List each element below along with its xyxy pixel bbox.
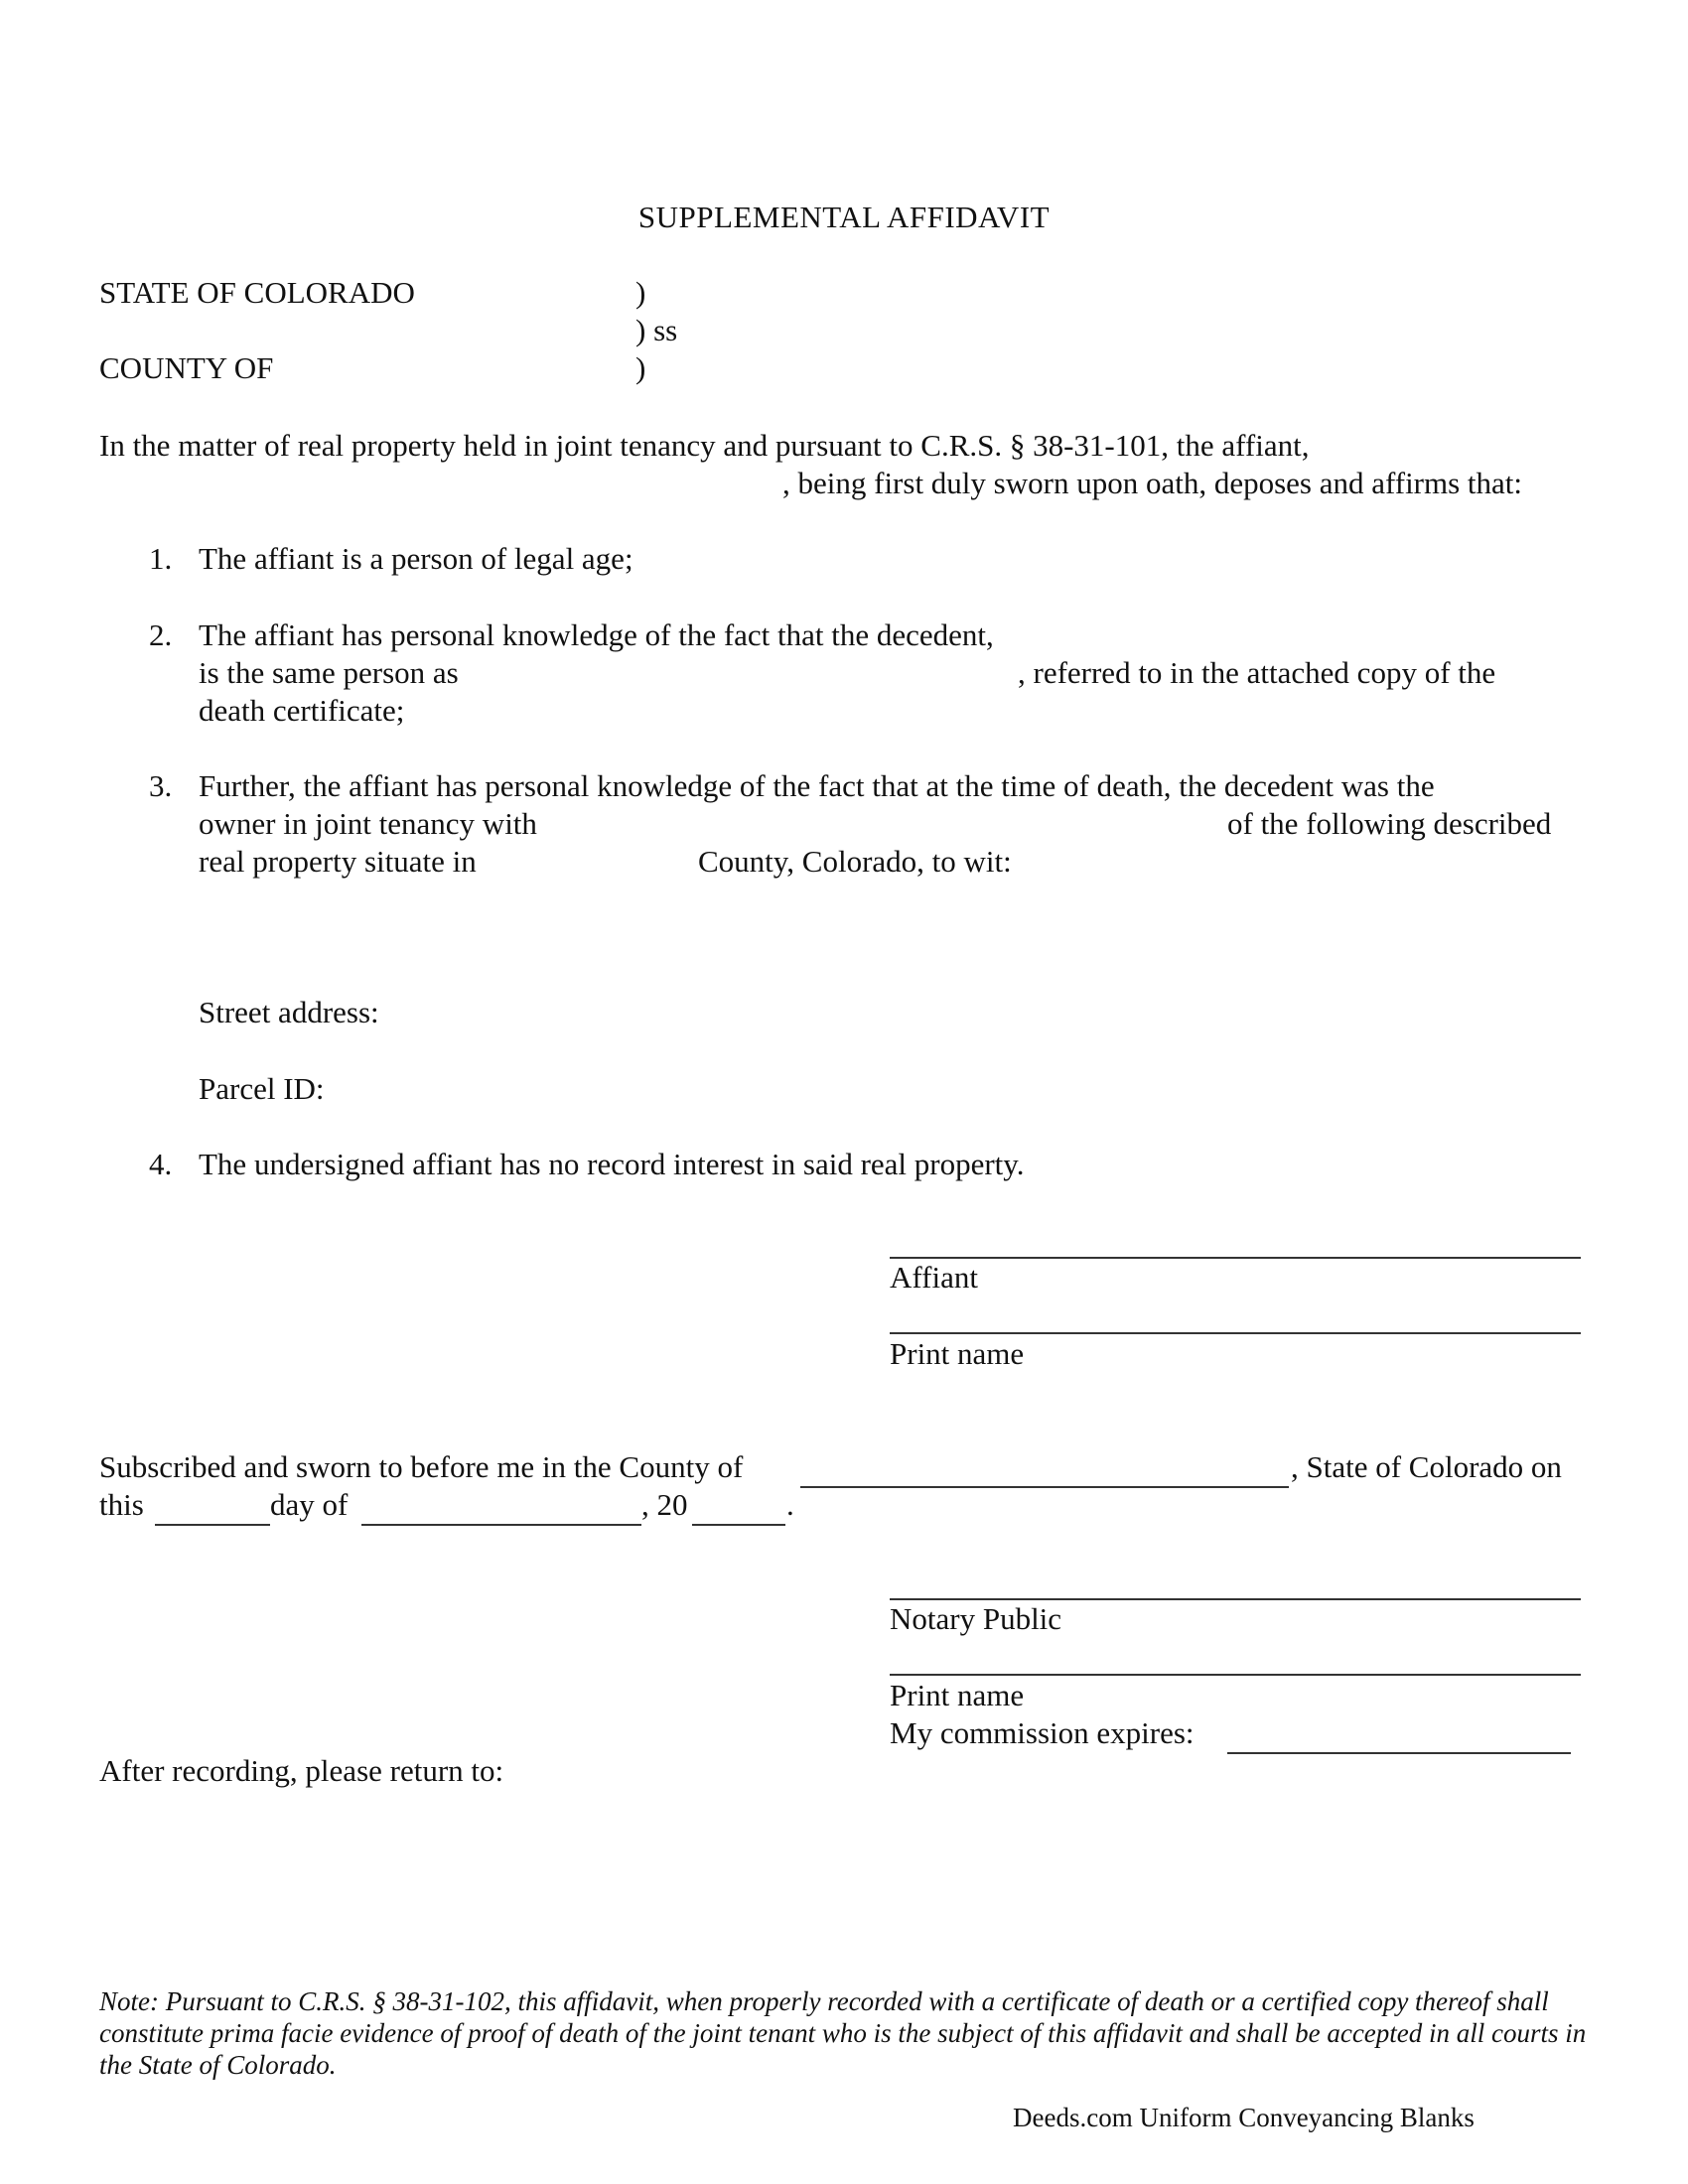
item-text: real property situate in xyxy=(199,844,477,879)
item-number: 3. xyxy=(149,768,173,803)
legal-note: Note: Pursuant to C.R.S. § 38-31-102, this affidavit, when properly recorded with a certificate of death or a certified copy thereof shall constitute prima facie evidence of proof of death of the joint tenant who is the subject of this affidavit and shall be accepted in all courts in the State of Colorado. xyxy=(99,1986,1587,2080)
jurat-text: Subscribed and sworn to before me in the County of xyxy=(99,1449,744,1484)
item-number: 1. xyxy=(149,541,173,576)
year-blank[interactable] xyxy=(692,1524,785,1526)
commission-label: My commission expires: xyxy=(890,1715,1195,1750)
item-text: is the same person as xyxy=(199,655,459,690)
item-text: The affiant has personal knowledge of the fact that the decedent, xyxy=(199,617,994,652)
jurat-text: , 20 xyxy=(641,1487,688,1522)
notary-print-name-line[interactable] xyxy=(890,1674,1581,1676)
venue-paren: ) xyxy=(635,350,646,385)
county-label: COUNTY OF xyxy=(99,350,274,385)
document-title: SUPPLEMENTAL AFFIDAVIT xyxy=(637,200,1051,234)
print-name-label: Print name xyxy=(890,1336,1025,1371)
jurat-text: day of xyxy=(270,1487,349,1522)
item-number: 4. xyxy=(149,1147,173,1181)
affiant-signature-line[interactable] xyxy=(890,1257,1581,1259)
item-text: The affiant is a person of legal age; xyxy=(199,541,633,576)
state-label: STATE OF COLORADO xyxy=(99,275,415,310)
item-text: , referred to in the attached copy of the xyxy=(1018,655,1496,690)
item-text: owner in joint tenancy with xyxy=(199,806,537,841)
affiant-label: Affiant xyxy=(890,1260,978,1295)
intro-line-2: , being first duly sworn upon oath, deposes and affirms that: xyxy=(782,466,1523,500)
notary-label: Notary Public xyxy=(890,1601,1062,1636)
parcel-id-label: Parcel ID: xyxy=(199,1071,325,1106)
street-address-label: Street address: xyxy=(199,995,379,1029)
venue-paren: ) xyxy=(635,275,646,310)
intro-line-1: In the matter of real property held in joint tenancy and pursuant to C.R.S. § 38-31-101, the affiant, xyxy=(99,428,1310,463)
notary-print-name-label: Print name xyxy=(890,1678,1025,1712)
venue-ss: ) ss xyxy=(635,313,678,347)
item-text: of the following described xyxy=(1227,806,1552,841)
commission-blank[interactable] xyxy=(1227,1752,1571,1754)
item-text: Further, the affiant has personal knowledge of the fact that at the time of death, the decedent was the xyxy=(199,768,1435,803)
jurat-text: this xyxy=(99,1487,144,1522)
county-blank[interactable] xyxy=(800,1486,1289,1488)
item-text: The undersigned affiant has no record interest in said real property. xyxy=(199,1147,1025,1181)
item-text: death certificate; xyxy=(199,693,405,728)
affiant-print-name-line[interactable] xyxy=(890,1332,1581,1334)
item-text: County, Colorado, to wit: xyxy=(698,844,1012,879)
return-to-label: After recording, please return to: xyxy=(99,1753,504,1788)
month-blank[interactable] xyxy=(361,1524,641,1526)
jurat-text: . xyxy=(786,1487,794,1522)
footer-text: Deeds.com Uniform Conveyancing Blanks xyxy=(1013,2103,1475,2132)
jurat-text: , State of Colorado on xyxy=(1291,1449,1562,1484)
day-blank[interactable] xyxy=(155,1524,270,1526)
item-number: 2. xyxy=(149,617,173,652)
